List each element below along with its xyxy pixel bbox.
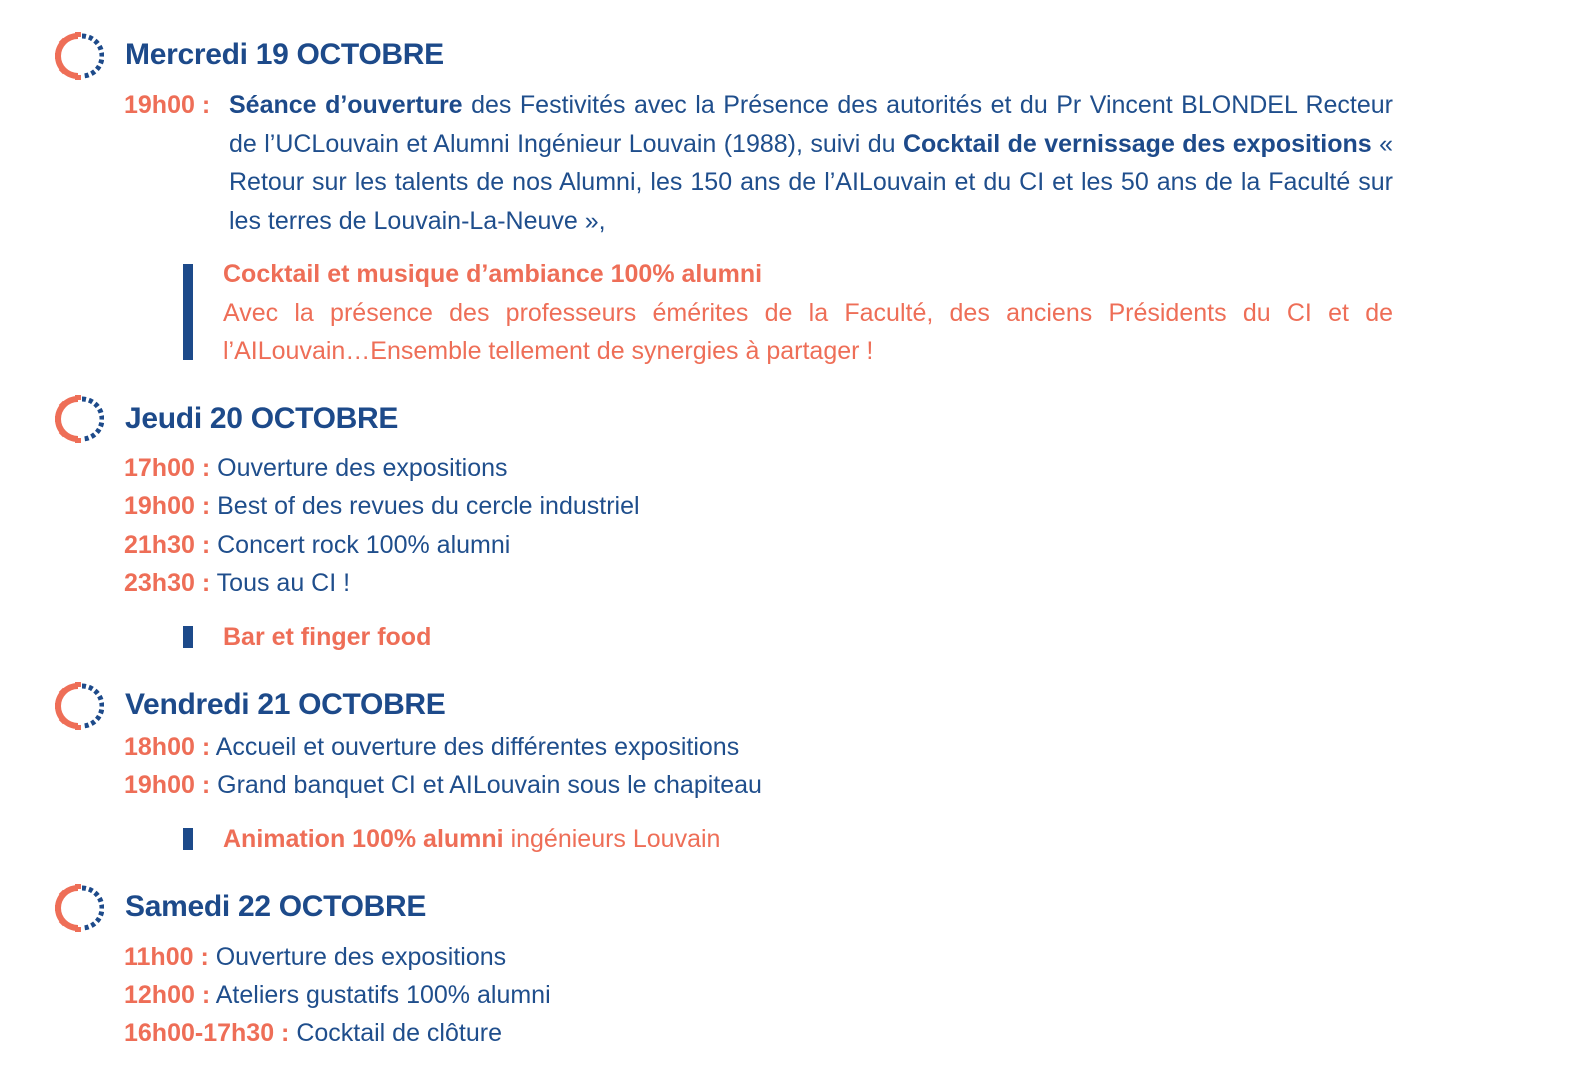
note-bar — [183, 626, 193, 648]
time-label: 23h30 : — [124, 569, 211, 597]
gear-icon — [52, 680, 104, 732]
item-text: Ateliers gustatifs 100% alumni — [210, 981, 551, 1009]
schedule-item — [124, 449, 508, 487]
note-title: Cocktail et musique d’ambiance 100% alumni — [223, 260, 763, 288]
gear-icon — [52, 30, 104, 82]
schedule-item — [124, 487, 640, 525]
schedule-item — [124, 976, 551, 1014]
note-block — [223, 820, 1393, 859]
opening-text-end: « Retour sur les talents de nos Alumni, les 150 ans de l’AILouvain et du CI et les 50 ans de la Faculté sur les terres de Louvain-La-Neuve », — [229, 129, 1393, 236]
day-title: Vendredi 21 OCTOBRE — [125, 688, 446, 721]
schedule-item — [124, 1014, 502, 1052]
schedule-item — [124, 938, 506, 976]
gear-icon — [52, 393, 104, 445]
day-title: Samedi 22 OCTOBRE — [125, 890, 427, 923]
time-label: 17h00 : — [124, 454, 211, 482]
item-text: Accueil et ouverture des différentes expositions — [210, 733, 740, 761]
schedule-item — [124, 728, 739, 766]
time-label: 19h00 : — [124, 91, 211, 119]
item-text: Ouverture des expositions — [210, 454, 508, 482]
item-text: Best of des revues du cercle industriel — [210, 492, 640, 520]
schedule-item — [124, 564, 350, 602]
time-label: 11h00 : — [124, 943, 209, 971]
schedule-item — [124, 526, 510, 564]
item-text: Cocktail de clôture — [289, 1019, 502, 1047]
time-label: 18h00 : — [124, 733, 211, 761]
item-text: Concert rock 100% alumni — [210, 531, 511, 559]
time-label: 12h00 : — [124, 981, 211, 1009]
note-block — [223, 618, 1393, 657]
vernissage-bold: Cocktail de vernissage des expositions — [902, 129, 1372, 158]
opening-text: des Festivités avec la Présence des autorités et du Pr Vincent BLONDEL Recteur de l’UCLouvain et Alumni Ingénieur Louvain (1988), suivi du — [229, 91, 1394, 158]
note-block — [223, 255, 1393, 371]
note-title: Bar et finger food — [223, 623, 432, 651]
note-bar — [183, 828, 193, 850]
note-body: Avec la présence des professeurs émérites de la Faculté, des anciens Présidents du CI et de l’AILouvain…Ensemble tellement de synergies à partager ! — [223, 298, 1393, 366]
gear-icon — [52, 882, 104, 934]
note-rest: ingénieurs Louvain — [503, 825, 721, 853]
item-text: Ouverture des expositions — [208, 943, 507, 971]
day-title: Jeudi 20 OCTOBRE — [125, 402, 399, 435]
opening-paragraph — [124, 86, 1394, 241]
time-label: 19h00 : — [124, 771, 211, 799]
time-label: 21h30 : — [124, 531, 211, 559]
note-title: Animation 100% alumni — [223, 825, 504, 853]
schedule-item — [124, 766, 762, 804]
day-title: Mercredi 19 OCTOBRE — [125, 38, 444, 71]
item-text: Grand banquet CI et AILouvain sous le chapiteau — [210, 771, 762, 799]
time-label: 16h00-17h30 : — [124, 1019, 290, 1047]
note-bar — [183, 264, 193, 360]
opening-bold: Séance d’ouverture — [229, 91, 463, 119]
time-label: 19h00 : — [124, 492, 211, 520]
item-text: Tous au CI ! — [210, 569, 351, 597]
